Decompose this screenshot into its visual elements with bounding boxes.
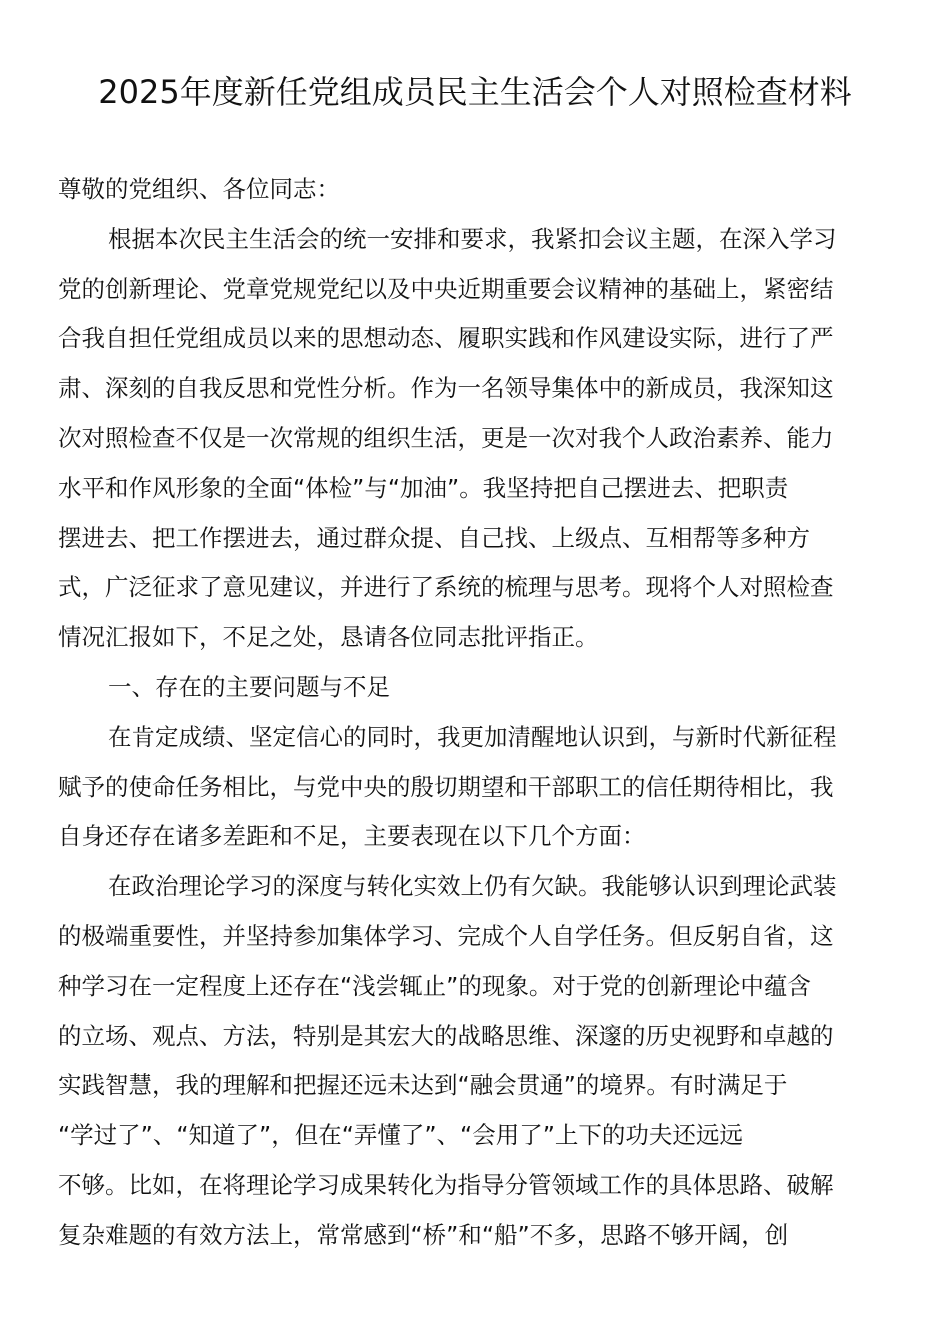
paragraph-line: 在政治理论学习的深度与转化实效上仍有欠缺。我能够认识到理论武装: [108, 872, 837, 901]
paragraph-line: 合我自担任党组成员以来的思想动态、履职实践和作风建设实际，进行了严: [58, 324, 834, 353]
paragraph-line: 情况汇报如下，不足之处，恳请各位同志批评指正。: [58, 623, 599, 652]
paragraph-line: 次对照检查不仅是一次常规的组织生活，更是一次对我个人政治素养、能力: [58, 423, 834, 452]
paragraph-line: 种学习在一定程度上还存在“浅尝辄止”的现象。对于党的创新理论中蕴含: [58, 971, 811, 1000]
salutation-line: 尊敬的党组织、各位同志：: [58, 175, 340, 203]
document-title: 2025年度新任党组成员民主生活会个人对照检查材料: [98, 73, 852, 111]
paragraph-line: 党的创新理论、党章党规党纪以及中央近期重要会议精神的基础上，紧密结: [58, 274, 834, 303]
paragraph-line: 赋予的使命任务相比，与党中央的殷切期望和干部职工的信任期待相比，我: [58, 772, 834, 801]
paragraph-line: 肃、深刻的自我反思和党性分析。作为一名领导集体中的新成员，我深知这: [58, 374, 834, 403]
paragraph-line: 实践智慧，我的理解和把握还远未达到“融会贯通”的境界。有时满足于: [58, 1071, 788, 1100]
paragraph-line: 根据本次民主生活会的统一安排和要求，我紧扣会议主题，在深入学习: [108, 224, 837, 253]
section-heading: 一、存在的主要问题与不足: [108, 672, 390, 701]
paragraph-line: 的极端重要性，并坚持参加集体学习、完成个人自学任务。但反躬自省，这: [58, 921, 834, 950]
paragraph-line: 式，广泛征求了意见建议，并进行了系统的梳理与思考。现将个人对照检查: [58, 573, 834, 602]
paragraph-line: 水平和作风形象的全面“体检”与“加油”。我坚持把自己摆进去、把职责: [58, 473, 789, 502]
paragraph-line: 在肯定成绩、坚定信心的同时，我更加清醒地认识到，与新时代新征程: [108, 722, 837, 751]
paragraph-line: 复杂难题的有效方法上，常常感到“桥”和“船”不多，思路不够开阔，创: [58, 1220, 789, 1249]
paragraph-line: 不够。比如，在将理论学习成果转化为指导分管领域工作的具体思路、破解: [58, 1170, 834, 1199]
paragraph-line: 摆进去、把工作摆进去，通过群众提、自己找、上级点、互相帮等多种方: [58, 523, 810, 552]
paragraph-line: 自身还存在诸多差距和不足，主要表现在以下几个方面：: [58, 822, 646, 851]
paragraph-line: 的立场、观点、方法，特别是其宏大的战略思维、深邃的历史视野和卓越的: [58, 1021, 834, 1050]
document-body: [58, 165, 892, 1261]
paragraph-line: “学过了”、“知道了”，但在“弄懂了”、“会用了”上下的功夫还远远: [58, 1121, 743, 1150]
